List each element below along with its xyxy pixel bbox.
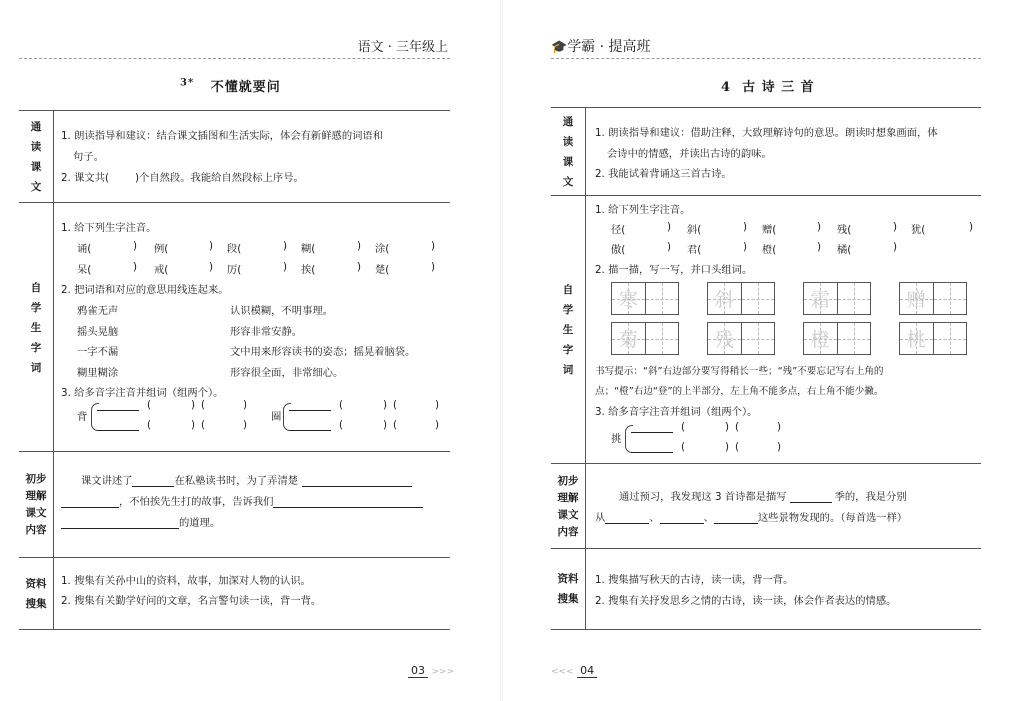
section-body	[61, 558, 450, 629]
task-1-title: 1. 给下列生字注音。	[595, 204, 691, 216]
reading-item-2: 2. 课文共( )个自然段。我能给自然段标上序号。	[61, 172, 304, 184]
left-section-understanding	[19, 451, 450, 558]
writing-tip-cont: 点；“橙”右边“登”的上半部分，左上角不能多点，右上角不能少撇。	[595, 386, 884, 397]
lesson-number: 4	[721, 80, 732, 95]
writing-grid[interactable]: 残	[707, 322, 775, 355]
section-body	[61, 111, 450, 203]
section-label: 自 学 生 字 词	[551, 196, 586, 464]
char-cell[interactable]: 糊(	[301, 243, 316, 255]
lesson-title-text: 不懂就要问	[210, 80, 281, 95]
word-item[interactable]: 一字不漏	[77, 346, 119, 358]
right-header-rule	[551, 58, 981, 59]
writing-grid[interactable]: 寒	[611, 282, 679, 315]
char-cell[interactable]: 斜(	[687, 224, 702, 236]
polyphone-line[interactable]: ( ) ( )	[631, 421, 673, 433]
char-cell[interactable]: 赠(	[762, 224, 777, 236]
reading-item-2: 2. 我能试着背诵这三首古诗。	[595, 168, 732, 180]
writing-grid[interactable]: 桃	[899, 322, 967, 355]
understanding-line-1[interactable]: 通过预习，我发现这 3 首诗都是描写 季的，我是分别	[619, 491, 907, 503]
polyphone-char: 背	[77, 411, 88, 423]
char-cell[interactable]: 犹(	[911, 224, 926, 236]
char-cell[interactable]: 厉(	[227, 264, 242, 276]
char-cell[interactable]: 呆(	[77, 264, 92, 276]
section-label: 资料 搜集	[19, 558, 54, 629]
left-page-number: 03 >>>	[408, 664, 454, 677]
reading-item-1: 1. 朗读指导和建议：结合课文插图和生活实际，体会有新鲜感的词语和	[61, 130, 384, 142]
char-cell[interactable]: 傲(	[611, 244, 626, 256]
polyphone-char: 挑	[611, 433, 622, 445]
left-header: 语文 · 三年级上	[357, 40, 448, 55]
writing-grid[interactable]: 赠	[899, 282, 967, 315]
writing-grid[interactable]: 菊	[611, 322, 679, 355]
mortarboard-icon: 🎓	[551, 40, 568, 55]
left-lesson-title	[180, 76, 281, 95]
meaning-item[interactable]: 形容很全面，非常细心。	[230, 367, 344, 379]
left-section-vocab	[19, 202, 450, 452]
polyphone-char: 圈	[271, 411, 282, 423]
polyphone-line[interactable]: ( ) ( )	[289, 399, 331, 411]
materials-item-1: 1. 搜集有关孙中山的资料，故事，加深对人物的认识。	[61, 575, 311, 587]
understanding-line-1[interactable]: 课文讲述了 在私塾读书时，为了弄清楚	[81, 472, 412, 487]
section-label: 通 读 课 文	[551, 108, 586, 196]
right-page	[503, 0, 1024, 701]
section-body	[61, 452, 450, 558]
left-section-materials	[19, 557, 450, 630]
polyphone-line[interactable]: ( ) ( )	[289, 419, 331, 431]
writing-grid[interactable]: 霜	[803, 282, 871, 315]
lesson-title-text: 古 诗 三 首	[742, 80, 815, 95]
lesson-number: 3*	[180, 77, 195, 89]
char-cell[interactable]: 径(	[611, 224, 626, 236]
char-cell[interactable]: 橙(	[762, 244, 777, 256]
reading-item-1: 1. 朗读指导和建议：借助注释，大致理解诗句的意思。朗读时想象画面，体	[595, 127, 938, 139]
writing-grid[interactable]: 斜	[707, 282, 775, 315]
understanding-line-2[interactable]: ，不怕挨先生打的故事，告诉我们	[61, 493, 423, 508]
task-3-title: 3. 给多音字注音并组词（组两个）。	[61, 387, 224, 399]
char-cell[interactable]: 君(	[687, 244, 702, 256]
section-body: 1. 给下列生字注音。 径( ) 斜( ) 赠( ) 残( ) 犹( ) 傲( ) 君( ) 橙( ) 橘( ) 2. 描一描，写一写，并口头组词。 寒 斜 霜 赠 菊 残 橙 桃 书写提示：“斜”右边部分要写得稍长一些；“残”不要忘记写右上角的 点；“橙”右边“登”的上半部分，左上角不能多点，右上角不能少撇。 3. 给多音字注音并组词（组两个）。 挑 ( ) ( ) ( ) ( )	[595, 196, 981, 464]
polyphone-line[interactable]: ( ) ( )	[631, 441, 673, 453]
understanding-line-2[interactable]: 从 、 、 这些景物发现的。（每首选一样）	[595, 512, 908, 524]
meaning-item[interactable]: 形容非常安静。	[230, 326, 303, 338]
materials-item-2: 2. 搜集有关抒发思乡之情的古诗，读一读，体会作者表达的情感。	[595, 595, 897, 607]
section-label: 初步 理解 课文 内容	[551, 464, 586, 549]
polyphone-line[interactable]: ( ) ( )	[97, 399, 139, 411]
task-2-title: 2. 描一描，写一写，并口头组词。	[595, 264, 753, 276]
left-section-reading	[19, 110, 450, 203]
char-cell[interactable]: 涂(	[375, 243, 390, 255]
section-body: 1. 给下列生字注音。 诵( ) 例( ) 段( ) 糊( ) 涂( ) 呆( ) 戒( ) 厉( ) 挨( ) 楚( ) 2. 把词语和对应的意思用线连起来。 鸦雀无声 摇头晃脑 一字不漏 糊里糊涂 认识模糊，不明事理。 形容非常安静。 文中用来形容读书的姿态；摇晃着脑袋。 形容很全面，非常细心。 3. 给多音字注音并组词（组两个）。 背 ( ) ( ) ( ) ( ) 圈 ( ) ( ) ( ) ( )	[61, 203, 450, 452]
section-label: 通 读 课 文	[19, 111, 54, 203]
char-cell[interactable]: 戒(	[154, 264, 169, 276]
char-cell[interactable]: 段(	[227, 243, 242, 255]
char-cell[interactable]: 楚(	[375, 264, 390, 276]
right-header: 🎓学霸 · 提高班	[551, 39, 651, 55]
char-cell[interactable]: 挨(	[301, 264, 316, 276]
right-section-materials	[551, 548, 981, 630]
char-cell[interactable]: 诵(	[77, 243, 92, 255]
task-2-title: 2. 把词语和对应的意思用线连起来。	[61, 284, 229, 296]
right-section-understanding	[551, 463, 981, 549]
char-cell[interactable]: 例(	[154, 243, 169, 255]
right-lesson-title	[721, 76, 815, 95]
task-3-title: 3. 给多音字注音并组词（组两个）。	[595, 406, 758, 418]
writing-grid[interactable]: 橙	[803, 322, 871, 355]
writing-tip: 书写提示：“斜”右边部分要写得稍长一些；“残”不要忘记写右上角的	[595, 366, 884, 377]
char-cell[interactable]: 橘(	[837, 244, 852, 256]
right-section-vocab	[551, 195, 981, 464]
reading-item-1-cont: 会诗中的情感，并读出古诗的韵味。	[607, 148, 772, 160]
materials-item-2: 2. 搜集有关勤学好问的文章，名言警句读一读，背一背。	[61, 595, 322, 607]
section-label: 自 学 生 字 词	[19, 203, 54, 452]
section-body	[595, 108, 981, 196]
char-cell[interactable]: 残(	[837, 224, 852, 236]
left-page	[0, 0, 500, 701]
word-item[interactable]: 糊里糊涂	[77, 367, 119, 379]
section-label: 初步 理解 课文 内容	[19, 452, 54, 558]
meaning-item[interactable]: 认识模糊，不明事理。	[230, 305, 333, 317]
reading-item-1-cont: 句子。	[73, 151, 104, 163]
left-header-rule	[19, 58, 450, 59]
word-item[interactable]: 摇头晃脑	[77, 326, 119, 338]
task-1-title: 1. 给下列生字注音。	[61, 222, 157, 234]
right-section-reading	[551, 107, 981, 196]
materials-item-1: 1. 搜集描写秋天的古诗，读一读，背一背。	[595, 574, 794, 586]
understanding-line-3[interactable]: 的道理。	[61, 514, 220, 529]
polyphone-line[interactable]: ( ) ( )	[97, 419, 139, 431]
word-item[interactable]: 鸦雀无声	[77, 305, 119, 317]
section-body	[595, 549, 981, 629]
meaning-item[interactable]: 文中用来形容读书的姿态；摇晃着脑袋。	[230, 346, 416, 358]
right-page-number: <<< 04	[551, 664, 597, 677]
section-label: 资料 搜集	[551, 549, 586, 629]
section-body	[595, 464, 981, 549]
